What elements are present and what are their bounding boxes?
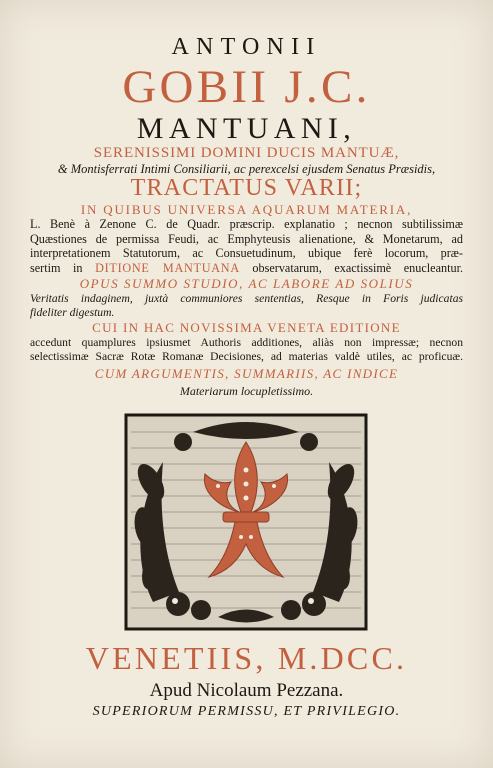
fleur-de-lis-woodcut bbox=[123, 412, 369, 632]
index-subheading: Materiarum locupletissimo. bbox=[179, 384, 314, 398]
subject-last-a: sertim in bbox=[30, 260, 83, 275]
edition-line: accedunt quamplures ipsiusmet Authoris additiones, aliàs non impressæ; necnon bbox=[30, 336, 463, 349]
privilege: SUPERIORUM PERMISSU, ET PRIVILEGIO. bbox=[92, 704, 401, 719]
work-title: TRACTATUS VARII; bbox=[130, 175, 363, 201]
subject-last-b: observatarum, exactissimè enucleantur. bbox=[252, 260, 463, 275]
author-first-name: ANTONII bbox=[171, 34, 322, 60]
study-line: fideliter digestum. bbox=[30, 306, 115, 319]
office-line-2: & Montisferrati Intimi Consiliarii, ac perexcelsi ejusdem Senatus Præsidis, bbox=[57, 162, 436, 176]
edition-heading: CUI IN HAC NOVISSIMA VENETA EDITIONE bbox=[92, 320, 401, 335]
index-heading: CUM ARGUMENTIS, SUMMARIIS, AC INDICE bbox=[94, 366, 399, 381]
subject-heading: IN QUIBUS UNIVERSA AQUARUM MATERIA, bbox=[80, 202, 413, 217]
edition-line: selectissimæ Sacræ Rotæ Romanæ Decisiones, ad materias valdè utiles, ac proficuæ. bbox=[30, 350, 463, 363]
place-and-date: VENETIIS, M.DCC. bbox=[85, 640, 408, 676]
printer: Apud Nicolaum Pezzana. bbox=[149, 680, 344, 701]
author-origin: MANTUANI, bbox=[136, 112, 357, 145]
edition-paragraph bbox=[30, 336, 463, 364]
study-line: Veritatis indaginem, juxtà communiores sententias, Resque in Foris judicatas bbox=[30, 292, 463, 305]
author-name: GOBII J.C. bbox=[122, 61, 371, 113]
subject-line: L. Benè à Zenone C. de Quadr. præscrip. explanatio ; necnon subtilissimæ bbox=[30, 217, 463, 231]
study-heading: OPUS SUMMO STUDIO, AC LABORE AD SOLIUS bbox=[79, 276, 414, 291]
office-line: SERENISSIMI DOMINI DUCIS MANTUÆ, bbox=[93, 145, 400, 161]
subject-line: interpretationem Statutorum, ac Consuetudinum, ubique ferè locorum, præ- bbox=[30, 246, 463, 260]
study-paragraph bbox=[30, 292, 463, 320]
subject-line: Quæstiones de permissa Feudi, ac Emphyteusis alienatione, & Monetarum, ad bbox=[30, 231, 463, 246]
subject-line-last bbox=[30, 261, 463, 276]
subject-last-region: DITIONE MANTUANA bbox=[95, 260, 240, 275]
subject-paragraph bbox=[30, 217, 463, 275]
